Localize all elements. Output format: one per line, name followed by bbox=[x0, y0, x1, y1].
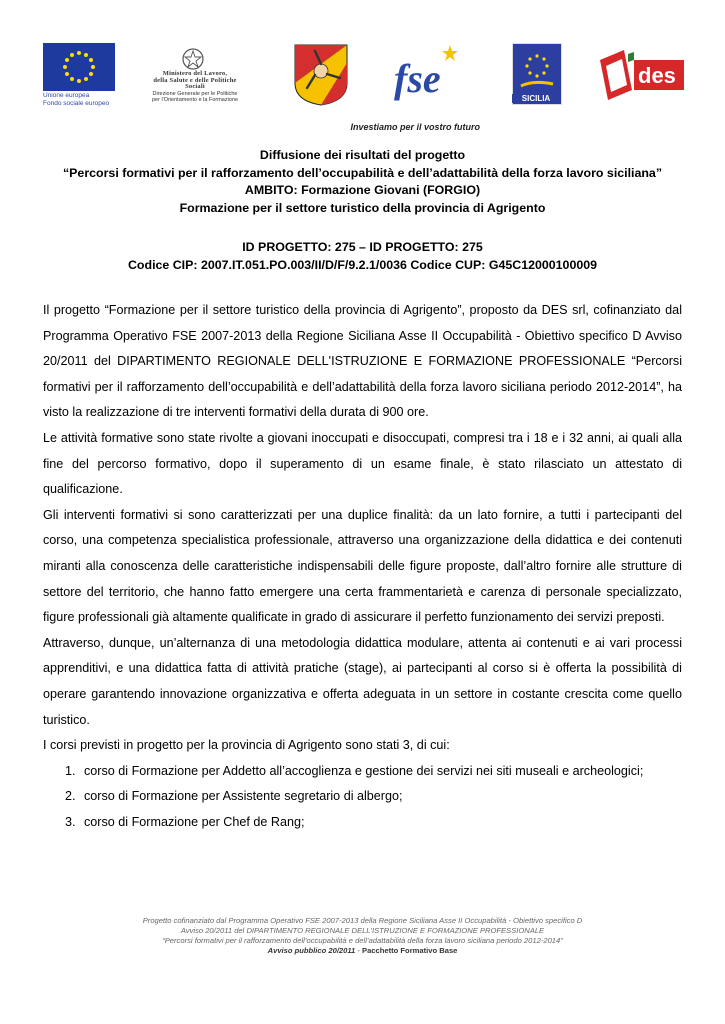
ministero-sub-1: Direzione Generale per le Politiche bbox=[152, 90, 238, 97]
trinacria-crest-logo bbox=[293, 43, 349, 107]
ministero-logo-text bbox=[150, 71, 240, 104]
project-id-line: ID PROGETTO: 275 – ID PROGETTO: 275 bbox=[242, 240, 483, 254]
document-header bbox=[0, 147, 725, 217]
ministero-title-2: della Salute e delle Politiche Sociali bbox=[153, 76, 237, 91]
fse-logo-text: fse bbox=[394, 56, 441, 101]
footer-separator: - bbox=[355, 946, 363, 955]
header-line-4: Formazione per il settore turistico della provincia di Agrigento bbox=[179, 200, 546, 215]
eu-caption: Unione europea Fondo sociale europeo bbox=[43, 92, 110, 107]
sicilia-label: SICILIA bbox=[512, 94, 560, 103]
header-line-1: Diffusione dei risultati del progetto bbox=[259, 148, 466, 162]
list-item-text: corso di Formazione per Assistente segretario di albergo; bbox=[84, 789, 403, 804]
list-item bbox=[43, 784, 682, 810]
footer-pacchetto: Pacchetto Formativo Base bbox=[362, 946, 458, 955]
ministero-title-1: Ministero del Lavoro, bbox=[162, 70, 228, 77]
list-item bbox=[43, 759, 682, 785]
des-logo-text: des bbox=[638, 63, 676, 88]
italian-republic-emblem-icon bbox=[178, 46, 208, 72]
footer-line-1: Progetto cofinanziato dal Programma Operativo FSE 2007-2013 della Regione Siciliana Asse II Occupabilità - Obiettivo specifico D bbox=[142, 916, 583, 925]
paragraph-5: I corsi previsti in progetto per la provincia di Agrigento sono stati 3, di cui: bbox=[43, 738, 450, 753]
page-footer bbox=[60, 916, 665, 956]
list-item-text: corso di Formazione per Addetto all’accoglienza e gestione dei servizi nei siti museali e archeologici; bbox=[84, 763, 644, 778]
footer-line-4 bbox=[60, 946, 665, 956]
eu-flag-logo bbox=[43, 43, 115, 91]
list-item-number: 3. bbox=[65, 814, 76, 829]
des-logo bbox=[598, 46, 684, 104]
footer-line-3: “Percorsi formativi per il rafforzamento dell’occupabilità e dell’adattabilità della forza lavoro siciliana periodo 2012-2014” bbox=[162, 936, 563, 945]
project-codes bbox=[0, 239, 725, 274]
footer-avviso: Avviso pubblico 20/2011 bbox=[267, 946, 356, 955]
ministero-sub-2: per l'Orientamento e la Formazione bbox=[151, 97, 239, 104]
list-item bbox=[43, 810, 682, 836]
paragraph-3: Gli interventi formativi si sono caratterizzati per una duplice finalità: da un lato fornire, a tutti i partecipanti del corso, una competenza specialistica professionale, attraverso una organizzazione della didattica e dei contenuti miranti alla conoscenza delle caratteristiche indispensabili delle figure proposte, dall’altro fornire alle strutture di settore del territorio, che hanno fatto emergere una certa frammentarietà e carenza di personale specializzato, figure professionali già altamente qualificate in grado di assicurare il perfetto funzionamento dei servizi preposti. bbox=[43, 507, 682, 625]
list-item-number: 1. bbox=[65, 763, 76, 778]
header-line-3: AMBITO: Formazione Giovani (FORGIO) bbox=[244, 183, 481, 198]
project-codes-line: Codice CIP: 2007.IT.051.PO.003/II/D/F/9.2.1/0036 Codice CUP: G45C12000100009 bbox=[127, 257, 598, 272]
course-list bbox=[43, 759, 682, 836]
list-item-text: corso di Formazione per Chef de Rang; bbox=[84, 814, 305, 829]
paragraph-4: Attraverso, dunque, un’alternanza di una metodologia didattica modulare, attenta ai contenuti e ai vari processi apprenditivi, e una didattica fatta di attività pratiche (stage), ai partecipanti al corso si è offerta la possibilità di operare garantendo innovazione organizzativa e offerta adeguata in un settore in costante crescita come quello turistico. bbox=[43, 635, 682, 727]
paragraph-2: Le attività formative sono state rivolte a giovani inoccupati e disoccupati, compresi tra i 18 e i 32 anni, ai quali alla fine del percorso formativo, dopo il superamento di un esame finale, è stato rilasciato un attestato di qualificazione. bbox=[43, 430, 682, 497]
paragraph-1: Il progetto “Formazione per il settore turistico della provincia di Agrigento”, proposto da DES srl, cofinanziato dal Programma Operativo FSE 2007-2013 della Regione Siciliana Asse II Occupabilità - Obiettivo specifico D Avviso 20/2011 del DIPARTIMENTO REGIONALE DELL'ISTRUZIONE E FORMAZIONE PROFESSIONALE “Percorsi formativi per il rafforzamento dell’occupabilità e dell’adattabilità della forza lavoro siciliana periodo 2012-2014”, ha visto la realizzazione di tre interventi formativi della durata di 900 ore. bbox=[43, 303, 682, 420]
document-body bbox=[43, 298, 682, 835]
footer-line-2: Avviso 20/2011 del DIPARTIMENTO REGIONALE DELL'ISTRUZIONE E FORMAZIONE PROFESSIONALE bbox=[180, 926, 545, 935]
header-line-2: “Percorsi formativi per il rafforzamento dell’occupabilità e dell’adattabilità della forza lavoro siciliana” bbox=[62, 165, 663, 180]
list-item-number: 2. bbox=[65, 789, 76, 804]
logo-bar bbox=[0, 0, 725, 125]
fse-logo bbox=[390, 42, 470, 110]
tagline: Investiamo per il vostro futuro bbox=[350, 122, 480, 132]
